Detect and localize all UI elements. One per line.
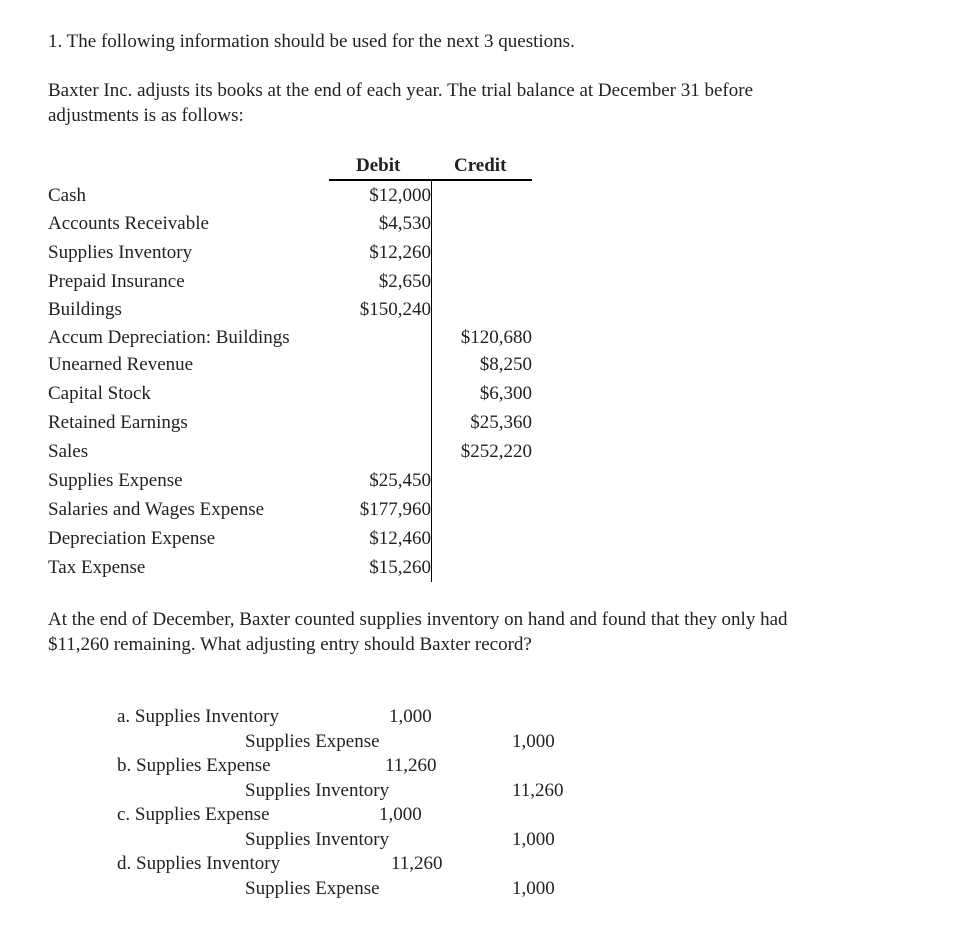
option-credit-account: Supplies Expense: [245, 878, 380, 899]
option-credit-account: Supplies Inventory: [245, 829, 390, 850]
account-label: Sales: [48, 441, 89, 462]
account-label: Cash: [48, 185, 86, 206]
credit-value: $8,250: [479, 354, 532, 375]
intro-text: 1. The following information should be used for the next 3 questions.: [48, 31, 575, 52]
credit-value: $120,680: [460, 327, 532, 348]
option-debit-amount: 1,000: [379, 804, 422, 825]
debit-value: $150,240: [359, 299, 431, 320]
account-label: Salaries and Wages Expense: [48, 499, 265, 520]
option-debit-account: a. Supplies Inventory: [117, 706, 280, 727]
option-debit-account: d. Supplies Inventory: [117, 853, 281, 874]
account-label: Accum Depreciation: Buildings: [48, 327, 290, 348]
option-credit-amount: 11,260: [512, 780, 564, 801]
option-credit-amount: 1,000: [512, 829, 555, 850]
credit-value: $252,220: [460, 441, 532, 462]
option-debit-account: b. Supplies Expense: [117, 755, 271, 776]
option-debit-amount: 1,000: [389, 706, 432, 727]
account-label: Prepaid Insurance: [48, 271, 185, 292]
option-credit-account: Supplies Inventory: [245, 780, 390, 801]
context-line-2: adjustments is as follows:: [48, 105, 244, 126]
account-label: Unearned Revenue: [48, 354, 194, 375]
option-credit-amount: 1,000: [512, 731, 555, 752]
debit-value: $2,650: [378, 271, 431, 292]
option-credit-amount: 1,000: [512, 878, 555, 899]
account-label: Accounts Receivable: [48, 213, 209, 234]
account-label: Supplies Expense: [48, 470, 183, 491]
option-credit-account: Supplies Expense: [245, 731, 380, 752]
credit-value: $25,360: [470, 412, 532, 433]
account-label: Capital Stock: [48, 383, 151, 404]
account-label: Depreciation Expense: [48, 528, 216, 549]
option-debit-account: c. Supplies Expense: [117, 804, 270, 825]
debit-value: $12,000: [369, 185, 431, 206]
debit-header: Debit: [356, 155, 401, 176]
context-line-1: Baxter Inc. adjusts its books at the end of each year. The trial balance at December 31 before: [48, 80, 754, 101]
question-line-2: $11,260 remaining. What adjusting entry should Baxter record?: [48, 634, 532, 655]
account-label: Retained Earnings: [48, 412, 188, 433]
option-debit-amount: 11,260: [385, 755, 437, 776]
debit-value: $177,960: [359, 499, 431, 520]
credit-header: Credit: [454, 155, 507, 176]
debit-value: $25,450: [369, 470, 431, 491]
debit-value: $12,260: [369, 242, 431, 263]
debit-value: $15,260: [369, 557, 431, 578]
option-debit-amount: 11,260: [391, 853, 443, 874]
credit-value: $6,300: [479, 383, 532, 404]
account-label: Buildings: [48, 299, 122, 320]
account-label: Tax Expense: [48, 557, 146, 578]
debit-value: $12,460: [369, 528, 431, 549]
column-divider: [431, 181, 432, 582]
question-line-1: At the end of December, Baxter counted supplies inventory on hand and found that they only had: [48, 609, 788, 630]
account-label: Supplies Inventory: [48, 242, 193, 263]
debit-value: $4,530: [378, 213, 431, 234]
